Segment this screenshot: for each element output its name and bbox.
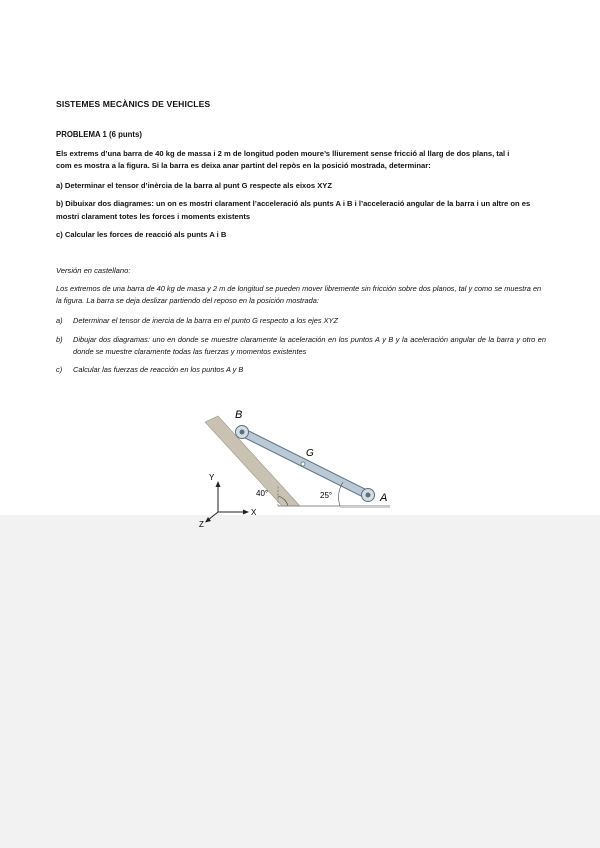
label-a: A — [380, 492, 388, 504]
bar-mechanism-figure — [190, 400, 410, 530]
label-axis-y: Y — [209, 473, 215, 482]
item-label: a) — [56, 316, 63, 325]
label-angle-25: 25° — [320, 491, 333, 500]
catalan-intro: Els extrems d’una barra de 40 kg de massa i 2 m de longitud poden moure’s lliurement sense fricció al llarg de dos plans, tal i com es mostra a la figura. Si la barra es deixa anar partint del repòs en la posició mostrada, determinar: — [56, 149, 510, 170]
spanish-item-a — [56, 315, 546, 327]
point-g-marker — [301, 462, 305, 466]
label-axis-z: Z — [199, 520, 204, 529]
spanish-heading: Versión en castellano: — [56, 266, 131, 275]
catalan-item-c: c) Calcular les forces de reacció als punts A i B — [56, 230, 227, 239]
problem-heading: PROBLEMA 1 (6 punts) — [56, 130, 142, 139]
item-label: c) — [56, 365, 63, 374]
spanish-intro: Los extremos de una barra de 40 kg de masa y 2 m de longitud se pueden mover libremente sin fricción sobre dos planos, tal y como se muestra en la figura. La barra se deja deslizar partiendo del reposo en la posición mostrada: — [56, 284, 542, 305]
spanish-item-b — [56, 334, 546, 358]
empty-lower-area — [0, 515, 600, 848]
catalan-item-a: a) Determinar el tensor d’inèrcia de la barra al punt G respecte als eixos XYZ — [56, 181, 333, 190]
coordinate-axes — [205, 481, 249, 523]
label-b: B — [235, 409, 243, 421]
item-text: Dibujar dos diagramas: uno en donde se muestre claramente la aceleración en los puntos A y B y la aceleración angular de la barra y otro en donde se muestre claramente todas las fuerzas y momentos existentes — [73, 335, 546, 356]
label-g: G — [306, 448, 314, 459]
inclined-plane — [205, 416, 300, 506]
item-text: Determinar el tensor de inercia de la barra en el punto G respecto a los ejes XYZ — [73, 316, 338, 325]
catalan-item-b: b) Dibuixar dos diagrames: un on es mostri clarament l’acceleració als punts A i B i l’acceleració angular de la barra i un altre on es mostri clarament totes les forces i moments existents — [56, 199, 531, 221]
pin-b — [236, 426, 249, 439]
spanish-item-c — [56, 364, 546, 376]
label-axis-x: X — [251, 508, 257, 517]
pin-a — [362, 489, 375, 502]
ground-surface — [340, 506, 390, 508]
label-angle-40: 40° — [256, 489, 269, 498]
item-label: b) — [56, 335, 63, 344]
item-text: Calcular las fuerzas de reacción en los puntos A y B — [73, 365, 244, 374]
document-title: SISTEMES MECÀNICS DE VEHICLES — [56, 99, 211, 109]
